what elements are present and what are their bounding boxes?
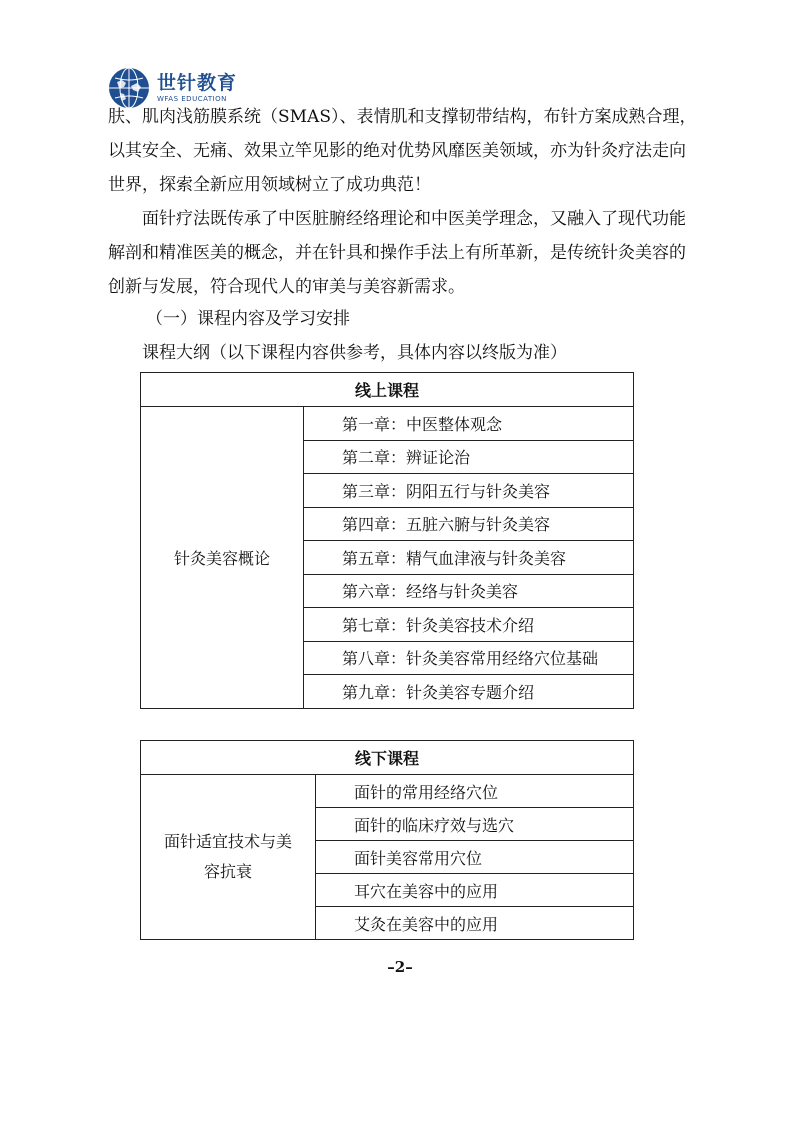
chapter-cell: 第七章：针灸美容技术介绍	[304, 608, 634, 642]
chapter-cell: 第三章：阴阳五行与针灸美容	[304, 474, 634, 508]
logo-subtitle: WFAS EDUCATION	[157, 95, 227, 103]
topic-cell: 面针的常用经络穴位	[316, 775, 634, 808]
logo-name: 世针教育	[157, 72, 238, 94]
paragraph-line: 以其安全、无痛、效果立竿见影的绝对优势风靡医美领域，亦为针灸疗法走向	[108, 141, 686, 161]
topic-cell: 艾灸在美容中的应用	[316, 907, 634, 940]
chapter-cell: 第四章：五脏六腑与针灸美容	[304, 507, 634, 541]
offline-module-name	[141, 775, 316, 940]
topic-cell: 面针的临床疗效与选穴	[316, 808, 634, 841]
topic-cell: 面针美容常用穴位	[316, 841, 634, 874]
paragraph-line: 世界，探索全新应用领域树立了成功典范！	[108, 175, 431, 195]
paragraph-line: 创新与发展，符合现代人的审美与美容新需求。	[108, 277, 465, 297]
online-course-table	[140, 372, 634, 709]
paragraph-line: 解剖和精准医美的概念，并在针具和操作手法上有所革新，是传统针灸美容的	[108, 243, 686, 263]
facial-acupuncture-paragraph	[108, 202, 698, 304]
paragraph-line: 肤、肌肉浅筋膜系统（SMAS）、表情肌和支撑韧带结构，布针方案成熟合理，	[108, 107, 697, 127]
chapter-cell: 第五章：精气血津液与针灸美容	[304, 541, 634, 575]
online-module-name: 针灸美容概论	[141, 407, 304, 709]
chapter-cell: 第八章：针灸美容常用经络穴位基础	[304, 641, 634, 675]
chapter-cell: 第二章：辨证论治	[304, 440, 634, 474]
paragraph-line: 面针疗法既传承了中医脏腑经络理论和中医美学理念，又融入了现代功能	[142, 209, 686, 229]
page-number: –2–	[387, 958, 413, 976]
chapter-cell: 第一章：中医整体观念	[304, 407, 634, 441]
outline-caption: 课程大纲（以下课程内容供参考，具体内容以终版为准）	[142, 343, 567, 363]
module-name-line: 面针适宜技术与美	[163, 832, 292, 851]
module-name-line: 容抗衰	[203, 862, 252, 881]
section-heading: （一）课程内容及学习安排	[146, 309, 350, 329]
offline-course-table	[140, 740, 634, 940]
chapter-cell: 第六章：经络与针灸美容	[304, 574, 634, 608]
topic-cell: 耳穴在美容中的应用	[316, 874, 634, 907]
chapter-cell: 第九章：针灸美容专题介绍	[304, 675, 634, 709]
offline-table-title: 线下课程	[141, 741, 634, 775]
intro-paragraph	[108, 100, 698, 202]
online-table-title: 线上课程	[141, 373, 634, 407]
